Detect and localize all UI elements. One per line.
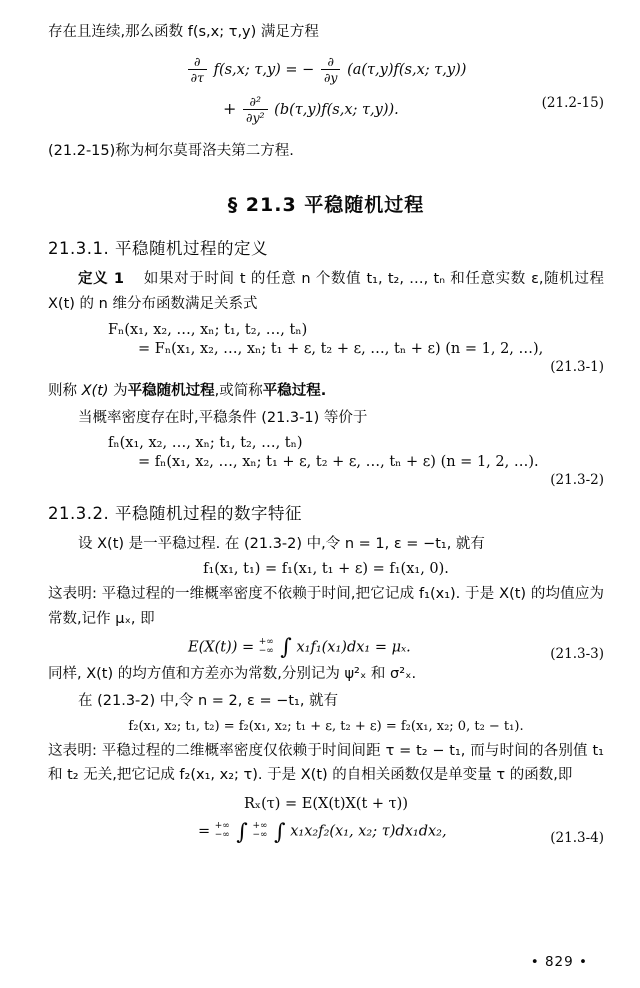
paragraph-set-process: 设 X(t) 是一平稳过程. 在 (21.3-2) 中,令 n = 1, ε = −t₁, 就有 bbox=[78, 535, 485, 552]
equation-21-3-3 bbox=[48, 635, 604, 662]
integral-sign-icon-1: ∫ bbox=[236, 819, 248, 845]
then-call-pre: 则称 bbox=[48, 383, 82, 400]
equation-21-2-15-line2-tail: (b(τ,y)f(s,x; τ,y)). bbox=[274, 102, 399, 119]
equation-21-2-15 bbox=[48, 55, 604, 85]
equation-21-3-3-body bbox=[48, 635, 604, 661]
definition-1-text: 如果对于时间 t 的任意 n 个数值 t₁, t₂, …, tₙ 和任意实数 ε,随机过程 X(t) 的 n 维分布函数满足关系式 bbox=[48, 271, 605, 312]
equation-f2: f₂(x₁, x₂; t₁, t₂) = f₂(x₁, x₂; t₁ + ε, t₂ + ε) = f₂(x₁, x₂; 0, t₂ − t₁). bbox=[128, 718, 524, 734]
paragraph-show-2: 这表明: 平稳过程的二维概率密度仅依赖于时间间距 τ = t₂ − t₁, 而与时间的各别值 t₁ 和 t₂ 无关,把它记成 f₂(x₁, x₂; τ). 于是 X(t) 的自相关函数仅是单变量 τ 的函数,即 bbox=[48, 742, 604, 784]
equation-21-2-15-tail: (a(τ,y)f(s,x; τ,y)) bbox=[347, 61, 467, 78]
paragraph-in-21-3-2: 在 (21.3-2) 中,令 n = 2, ε = −t₁, 就有 bbox=[78, 693, 339, 710]
then-call-variable: X(t) bbox=[81, 383, 109, 400]
page-content bbox=[48, 18, 604, 845]
subsection-title-21-3-2: 21.3.2. 平稳随机过程的数字特征 bbox=[48, 503, 302, 523]
integral-sign-icon: ∫ bbox=[280, 635, 292, 661]
equation-21-3-2-line1: fₙ(x₁, x₂, …, xₙ; t₁, t₂, …, tₙ) bbox=[108, 434, 303, 451]
then-call-bold-2: 平稳过程. bbox=[262, 383, 327, 400]
equation-21-3-1 bbox=[48, 322, 604, 375]
equation-21-3-4-line2-row bbox=[48, 819, 604, 846]
equation-21-3-2-line2: = fₙ(x₁, x₂, …, xₙ; t₁ + ε, t₂ + ε, …, tₙ + ε) (n = 1, 2, …). bbox=[138, 453, 539, 470]
integral-limits-1: +∞ −∞ bbox=[214, 820, 230, 841]
integral-limits-2: +∞ −∞ bbox=[252, 820, 268, 841]
paragraph-density: 当概率密度存在时,平稳条件 (21.3-1) 等价于 bbox=[78, 409, 368, 426]
paragraph-same: 同样, X(t) 的均方值和方差亦为常数,分别记为 ψ²ₓ 和 σ²ₓ. bbox=[48, 666, 417, 683]
paragraph-top: 存在且连续,那么函数 f(s,x; τ,y) 满足方程 bbox=[48, 24, 319, 40]
equation-21-2-15-line2-row bbox=[48, 95, 604, 125]
equation-21-3-4-post: x₁x₂f₂(x₁, x₂; τ)dx₁dx₂, bbox=[290, 823, 447, 840]
equation-21-3-3-pre: E(X(t)) = bbox=[188, 638, 255, 655]
fraction-partial2-y2: $\frac{\text{∂²}}{\text{∂y²}}$ bbox=[243, 95, 268, 125]
equation-number-21-3-2: (21.3-2) bbox=[550, 471, 604, 488]
equation-21-3-1-line2: = Fₙ(x₁, x₂, …, xₙ; t₁ + ε, t₂ + ε, …, tₙ + ε) (n = 1, 2, …), bbox=[138, 341, 544, 358]
then-call-bold-1: 平稳随机过程 bbox=[127, 383, 215, 400]
equation-f1: f₁(x₁, t₁) = f₁(x₁, t₁ + ε) = f₁(x₁, 0). bbox=[203, 561, 449, 578]
equation-21-3-4-eq-sign: = bbox=[198, 823, 211, 840]
integral-sign-icon-2: ∫ bbox=[274, 819, 286, 845]
equation-21-3-4 bbox=[48, 796, 604, 814]
paragraph-after-equation: (21.2-15)称为柯尔莫哥洛夫第二方程. bbox=[48, 143, 294, 160]
equation-number-21-3-4: (21.3-4) bbox=[550, 829, 604, 846]
equation-21-3-3-post: x₁f₁(x₁)dx₁ = μₓ. bbox=[296, 638, 411, 655]
equation-21-2-15-line1 bbox=[48, 55, 604, 85]
section-title-21-3: § 21.3 平稳随机过程 bbox=[227, 194, 425, 217]
equation-number-21-3-1: (21.3-1) bbox=[550, 359, 604, 376]
equation-number-21-3-3: (21.3-3) bbox=[550, 645, 604, 662]
equation-21-2-15-line2: + $\frac{\text{∂²}}{\text{∂y²}}$ (b(τ,y)f(s,x; τ,y)). bbox=[223, 94, 399, 126]
equation-21-3-4-line2 bbox=[48, 819, 604, 845]
integral-limits: +∞ −∞ bbox=[258, 636, 274, 656]
then-call-mid-2: ,或简称 bbox=[214, 383, 263, 400]
fraction-partial-tau: $\frac{\partial}{\partial\tau}$ bbox=[188, 55, 207, 85]
equation-number-21-2-15: (21.2-15) bbox=[541, 95, 604, 112]
definition-1-paragraph bbox=[48, 267, 604, 316]
page-number: • 829 • bbox=[530, 954, 588, 970]
equation-21-2-15-body: f(s,x; τ,y) = − bbox=[213, 61, 315, 78]
then-call-mid: 为 bbox=[108, 383, 128, 400]
definition-1-label: 定义 1 bbox=[78, 271, 125, 288]
equation-21-3-4-line1: Rₓ(τ) = E(X(t)X(t + τ)) bbox=[244, 795, 408, 812]
paragraph-then-call bbox=[48, 379, 604, 404]
fraction-partial-y: $\frac{\partial}{\partial y}$ bbox=[321, 55, 341, 85]
equation-21-3-1-line1: Fₙ(x₁, x₂, …, xₙ; t₁, t₂, …, tₙ) bbox=[108, 322, 308, 339]
paragraph-show-1: 这表明: 平稳过程的一维概率密度不依赖于时间,把它记成 f₁(x₁). 于是 X(t) 的均值应为常数,记作 μₓ, 即 bbox=[48, 586, 604, 627]
subsection-title-21-3-1: 21.3.1. 平稳随机过程的定义 bbox=[48, 239, 268, 259]
equation-21-3-2 bbox=[48, 435, 604, 488]
